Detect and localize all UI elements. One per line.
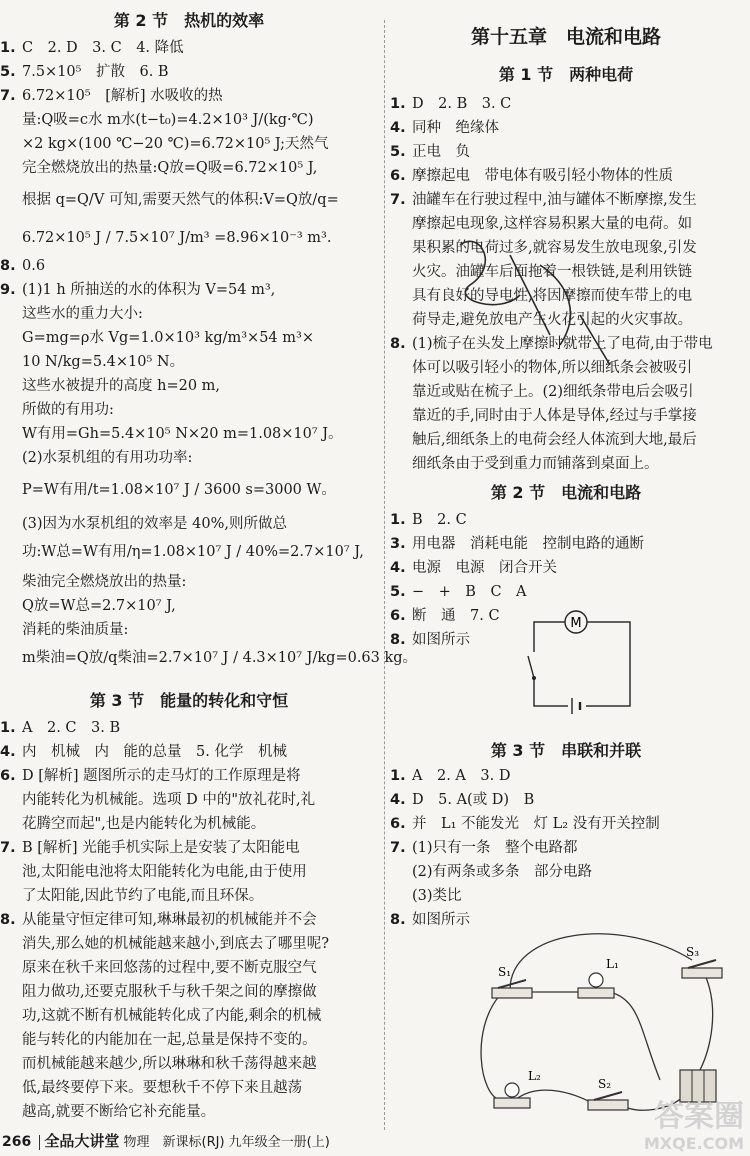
answer-line: 果积累的电荷过多,就容易发生放电现象,引发 bbox=[412, 240, 697, 256]
answer-line: 4. 电源 电源 闭合开关 bbox=[390, 560, 557, 576]
answer-line: 低,最终要停下来。要想秋千不停下来且越荡 bbox=[22, 1080, 303, 1096]
answer-line: 消失,那么她的机械能越来越小,到底去了哪里呢? bbox=[22, 936, 329, 952]
s1-label: S₁ bbox=[498, 965, 512, 979]
answer-line: Q放=W总=2.7×10⁷ J, bbox=[22, 598, 176, 614]
answer-line: 越高,就要不断给它补充能量。 bbox=[22, 1104, 216, 1120]
chapter-title: 第十五章 电流和电路 bbox=[470, 26, 661, 48]
switch-s2 bbox=[588, 1092, 628, 1110]
answer-line: 这些水被提升的高度 h=20 m, bbox=[22, 378, 221, 394]
l1-label: L₁ bbox=[606, 957, 619, 971]
scribble-stroke bbox=[460, 241, 610, 365]
battery-box bbox=[680, 1070, 716, 1102]
circuit-diagram-parallel bbox=[470, 920, 732, 1125]
answer-line: 5. 7.5×10⁵ 扩散 6. B bbox=[0, 64, 169, 80]
answer-line: 1. B 2. C bbox=[390, 512, 467, 528]
answer-line: 10 N/kg=5.4×10⁵ N。 bbox=[22, 354, 185, 370]
page-number: 266 bbox=[2, 1134, 32, 1150]
answer-line: W有用=Gh=5.4×10⁵ N×20 m=1.08×10⁷ J。 bbox=[22, 426, 343, 442]
answer-line: 量:Q吸=c水 m水(t−t₀)=4.2×10³ J/(kg·℃) bbox=[22, 112, 314, 128]
answer-line: 6. 并 L₁ 不能发光 灯 L₂ 没有开关控制 bbox=[390, 816, 660, 832]
lamp-base bbox=[578, 988, 614, 998]
answer-line: 摩擦起电现象,这样容易积累大量的电荷。如 bbox=[412, 216, 693, 232]
answer-line: 8. (1)梳子在头发上摩擦时就带上了电荷,由于带电 bbox=[390, 336, 713, 352]
answer-line: 体可以吸引轻小的物体,所以细纸条会被吸引 bbox=[412, 360, 693, 376]
watermark-url: MXQE.COM bbox=[643, 1134, 744, 1153]
answer-line: 7. (1)只有一条 整个电路都 bbox=[390, 840, 578, 856]
answer-line: 8. 如图所示 bbox=[390, 912, 470, 928]
answer-line: 靠近的手,同时由于人体是导体,经过与手掌接 bbox=[412, 408, 697, 424]
switch-lever bbox=[688, 960, 716, 968]
switch-lever bbox=[594, 1092, 622, 1100]
answer-line: 功:W总=W有用/η=1.08×10⁷ J / 40%=2.7×10⁷ J, bbox=[22, 544, 364, 560]
answer-line: P=W有用/t=1.08×10⁷ J / 3600 s=3000 W。 bbox=[22, 482, 336, 498]
book-info: 物理 新课标(RJ) 九年级全一册(上) bbox=[123, 1135, 330, 1150]
bulb-icon bbox=[505, 1083, 519, 1097]
circuit-wire bbox=[481, 995, 500, 1100]
switch-s3 bbox=[682, 960, 722, 978]
section-title: 第 1 节 两种电荷 bbox=[498, 65, 634, 84]
column-divider bbox=[384, 20, 385, 1130]
answer-line: 5. − + B C A bbox=[390, 584, 527, 600]
answer-line: 1. C 2. D 3. C 4. 降低 bbox=[0, 40, 184, 56]
answer-line: 7. 油罐车在行驶过程中,油与罐体不断摩擦,发生 bbox=[390, 192, 697, 208]
switch-s1 bbox=[492, 980, 532, 998]
switch-base bbox=[682, 968, 722, 978]
switch-contact bbox=[532, 676, 536, 680]
answer-line: 这些水的重力大小: bbox=[22, 306, 143, 322]
battery-pack bbox=[680, 1070, 716, 1102]
answer-line: 4. D 5. A(或 D) B bbox=[390, 792, 535, 808]
lamp-l2 bbox=[494, 1083, 530, 1108]
answer-line: 靠近或贴在梳子上。(2)细纸条带电后会吸引 bbox=[412, 384, 694, 400]
answer-line: 8. 0.6 bbox=[0, 258, 46, 274]
answer-line: 1. D 2. B 3. C bbox=[390, 96, 512, 112]
switch-base bbox=[588, 1100, 628, 1110]
page-footer bbox=[2, 1130, 330, 1151]
s3-label: S₃ bbox=[686, 945, 700, 959]
answer-line: 荷导走,避免放电产生火花引起的火灾事故。 bbox=[412, 312, 693, 328]
circuit-diagram-simple bbox=[520, 608, 640, 720]
answer-line: (2)有两条或多条 部分电路 bbox=[412, 864, 593, 880]
answer-line: 8. 如图所示 bbox=[390, 632, 470, 648]
circuit-wire bbox=[610, 992, 660, 1080]
answer-line: (2)水泵机组的有用功功率: bbox=[22, 450, 193, 466]
answer-line: m柴油=Q放/q柴油=2.7×10⁷ J / 4.3×10⁷ J/kg=0.63 kg。 bbox=[22, 650, 418, 666]
lamp-l1 bbox=[578, 973, 614, 998]
answer-line: 而机械能越来越少,所以琳琳和秋千荡得越来越 bbox=[22, 1056, 317, 1072]
l2-label: L₂ bbox=[528, 1069, 541, 1083]
answer-line: 火灾。油罐车后面拖着一根铁链,是利用铁链 bbox=[412, 264, 693, 280]
answer-line: 9. (1)1 h 所抽送的水的体积为 V=54 m³, bbox=[0, 282, 276, 298]
circuit-wire bbox=[534, 622, 630, 706]
answer-line: 阻力做功,还要克服秋千与秋千架之间的摩擦做 bbox=[22, 984, 317, 1000]
circuit-wire bbox=[700, 975, 713, 1070]
answer-line: 所做的有用功: bbox=[22, 402, 114, 418]
answer-line: 功,这就不断有机械能转化成了内能,剩余的机械 bbox=[22, 1008, 322, 1024]
answer-line: 池,太阳能电池将太阳能转化为电能,由于使用 bbox=[22, 864, 307, 880]
watermark-logo: 答案圈 bbox=[654, 1099, 744, 1134]
switch-base bbox=[492, 988, 532, 998]
answer-line: G=mg=ρ水 Vg=1.0×10³ kg/m³×54 m³× bbox=[22, 330, 314, 346]
answer-line: 1. A 2. A 3. D bbox=[390, 768, 511, 784]
answer-line: 能与转化的内能加在一起,总量是保持不变的。 bbox=[22, 1032, 317, 1048]
s2-label: S₂ bbox=[598, 1077, 612, 1091]
answer-line: 柴油完全燃烧放出的热量: bbox=[22, 574, 187, 590]
answer-line: 具有良好的导电性,将因摩擦而使车带上的电 bbox=[412, 288, 693, 304]
handwriting-scribble bbox=[440, 225, 620, 375]
answer-line: 4. 同种 绝缘体 bbox=[390, 120, 499, 136]
section-title: 第 2 节 热机的效率 bbox=[113, 11, 265, 30]
book-brand: 全品大讲堂 bbox=[44, 1132, 120, 1150]
answer-line: 4. 内 机械 内 能的总量 5. 化学 机械 bbox=[0, 744, 287, 760]
answer-line: 消耗的柴油质量: bbox=[22, 622, 129, 638]
answer-line: ×2 kg×(100 ℃−20 ℃)=6.72×10⁵ J;天然气 bbox=[22, 136, 329, 152]
answer-line: 6. D [解析] 题图所示的走马灯的工作原理是将 bbox=[0, 768, 301, 784]
answer-line: (3)因为水泵机组的效率是 40%,则所做总 bbox=[22, 516, 287, 532]
battery-gap bbox=[568, 700, 586, 712]
answer-line: 6.72×10⁵ J / 7.5×10⁷ J/m³ =8.96×10⁻³ m³. bbox=[22, 230, 332, 246]
section-title: 第 2 节 电流和电路 bbox=[490, 483, 642, 502]
lamp-base bbox=[494, 1098, 530, 1108]
answer-line: 5. 正电 负 bbox=[390, 144, 470, 160]
answer-line: 根据 q=Q/V 可知,需要天然气的体积:V=Q放/q= bbox=[22, 192, 339, 208]
answer-line: 细纸条由于受到重力而铺落到桌面上。 bbox=[412, 456, 659, 472]
answer-line: 7. 6.72×10⁵ [解析] 水吸收的热 bbox=[0, 88, 223, 104]
bulb-icon bbox=[589, 973, 603, 987]
answer-line: 6. 摩擦起电 带电体有吸引轻小物体的性质 bbox=[390, 168, 673, 184]
section-title: 第 3 节 串联和并联 bbox=[490, 741, 642, 760]
answer-line: 7. B [解析] 光能手机实际上是安装了太阳能电 bbox=[0, 840, 300, 856]
answer-line: 触后,细纸条上的电荷会经人体流到大地,最后 bbox=[412, 432, 697, 448]
answer-line: 6. 断 通 7. C bbox=[390, 608, 500, 624]
answer-line: (3)类比 bbox=[412, 888, 462, 904]
answer-line: 1. A 2. C 3. B bbox=[0, 720, 121, 736]
answer-line: 内能转化为机械能。选项 D 中的"放礼花时,礼 bbox=[22, 792, 316, 808]
answer-line: 原来在秋千来回悠荡的过程中,要不断克服空气 bbox=[22, 960, 317, 976]
answer-line: 了太阳能,因此节约了电能,而且环保。 bbox=[22, 888, 264, 904]
section-title: 第 3 节 能量的转化和守恒 bbox=[89, 691, 289, 710]
watermark bbox=[644, 1100, 744, 1153]
answer-line: 3. 用电器 消耗电能 控制电路的通断 bbox=[390, 536, 644, 552]
answer-line: 完全燃烧放出的热量:Q放=Q吸=6.72×10⁵ J, bbox=[22, 160, 318, 176]
switch-lever bbox=[498, 980, 526, 988]
motor-label: M bbox=[570, 616, 582, 631]
answer-line: 8. 从能量守恒定律可知,琳琳最初的机械能并不会 bbox=[0, 912, 317, 928]
answer-line: 花腾空而起",也是内能转化为机械能。 bbox=[22, 816, 266, 832]
